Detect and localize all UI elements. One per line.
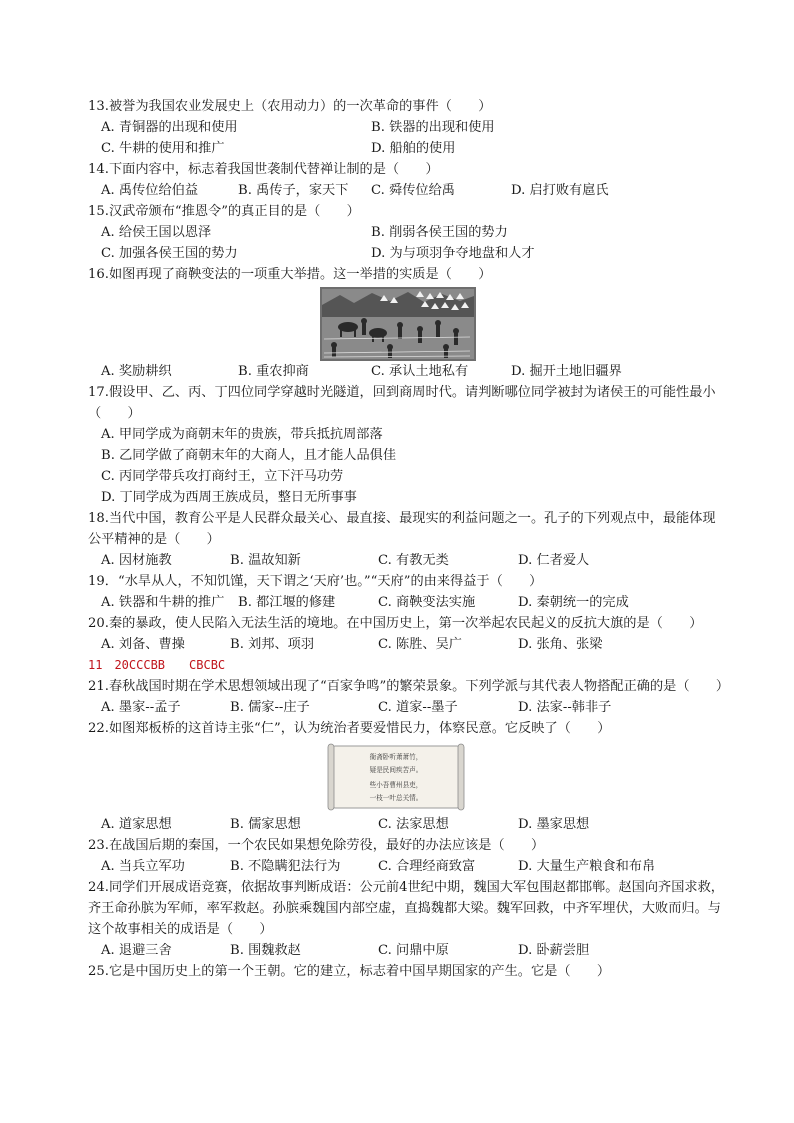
zheng-banqiao-poem-illustration (88, 739, 728, 814)
options-row (88, 814, 728, 835)
option-d: D. 仁者爱人 (518, 553, 590, 568)
options-row (88, 424, 728, 445)
question-18: 18.当代中国，教育公平是人民群众最关心、最直接、最现实的利益问题之一。孔子的下列观点中，最能体现公平精神的是（ ） (88, 511, 716, 547)
options-row (88, 550, 728, 571)
option-d: D. 启打败有扈氏 (511, 183, 609, 198)
question-22: 22.如图郑板桥的这首诗主张“仁”，认为统治者要爱惜民力，体察民意。它反映了（ ） (88, 721, 611, 736)
options-row (88, 487, 728, 508)
option-b: B. 都江堰的修建 (238, 595, 336, 610)
option-a: A. 甲同学成为商朝末年的贵族，带兵抵抗周部落 (101, 427, 383, 442)
exam-page (88, 96, 728, 982)
option-a: A. 退避三舍 (101, 943, 172, 958)
option-a: A. 青铜器的出现和使用 (101, 120, 238, 135)
option-b: B. 刘邦、项羽 (230, 637, 315, 652)
question-15: 15.汉武帝颁布“推恩令”的真正目的是（ ） (88, 204, 360, 219)
option-a: A. 禹传位给伯益 (101, 183, 199, 198)
option-c: C. 有教无类 (378, 553, 449, 568)
options-row (88, 592, 728, 613)
option-d: D. 张角、张梁 (518, 637, 603, 652)
option-c: C. 丙同学带兵攻打商纣王，立下汗马功劳 (101, 469, 344, 484)
option-d: D. 法家--韩非子 (518, 700, 612, 715)
option-b: B. 围魏救赵 (230, 943, 301, 958)
option-c: C. 加强各侯王国的势力 (101, 246, 238, 261)
option-a: A. 因材施教 (101, 553, 172, 568)
option-d: D. 丁同学成为西周王族成员，整日无所事事 (101, 490, 357, 505)
poem-line-1: 衙斋卧听萧萧竹， (369, 753, 423, 761)
options-row (88, 180, 728, 201)
option-d: D. 船舶的使用 (371, 141, 456, 156)
option-d: D. 墨家思想 (518, 817, 590, 832)
options-row (88, 634, 728, 655)
option-a: A. 当兵立军功 (101, 859, 185, 874)
options-row (88, 856, 728, 877)
option-c: C. 舜传位给禹 (371, 183, 455, 198)
poem-line-2: 疑是民间疾苦声。 (369, 766, 423, 774)
question-19: 19．“水旱从人，不知饥馑，天下谓之‘天府’也。”“天府”的由来得益于（ ） (88, 574, 543, 589)
option-b: B. 温故知新 (230, 553, 301, 568)
option-b: B. 削弱各侯王国的势力 (371, 225, 508, 240)
options-row (88, 445, 728, 466)
question-13: 13.被誉为我国农业发展史上（农用动力）的一次革命的事件（ ） (88, 99, 492, 114)
option-d: D. 为与项羽争夺地盘和人才 (371, 246, 535, 261)
option-b: B. 不隐瞒犯法行为 (230, 859, 341, 874)
question-25: 25.它是中国历史上的第一个王朝。它的建立，标志着中国早期国家的产生。它是（ ） (88, 964, 611, 979)
option-c: C. 陈胜、吴广 (378, 637, 462, 652)
option-d: D. 掘开土地旧疆界 (511, 364, 622, 379)
option-c: C. 问鼎中原 (378, 943, 449, 958)
option-a: A. 刘备、曹操 (101, 637, 185, 652)
option-c: C. 道家--墨子 (378, 700, 458, 715)
option-c: C. 合理经商致富 (378, 859, 476, 874)
option-a: A. 奖励耕织 (101, 364, 172, 379)
answer-key-line: 11 20CCCBB CBCBC (88, 658, 226, 672)
option-a: A. 道家思想 (101, 817, 172, 832)
poem-scroll-image (326, 742, 466, 812)
poem-line-4: 一枝一叶总关情。 (369, 794, 423, 802)
question-20: 20.秦的暴政，使人民陷入无法生活的境地。在中国历史上，第一次举起农民起义的反抗大旗的是（ ） (88, 616, 703, 631)
option-c: C. 法家思想 (378, 817, 449, 832)
option-a: A. 给侯王国以恩泽 (101, 225, 212, 240)
options-row (88, 117, 728, 138)
options-row (88, 243, 728, 264)
option-d: D. 大量生产粮食和布帛 (518, 859, 656, 874)
question-21: 21.春秋战国时期在学术思想领域出现了“百家争鸣”的繁荣景象。下列学派与其代表人物搭配正确的是（ ） (88, 679, 730, 694)
option-b: B. 儒家--庄子 (230, 700, 310, 715)
question-23: 23.在战国后期的秦国，一个农民如果想免除劳役，最好的办法应该是（ ） (88, 838, 545, 853)
option-b: B. 禹传子，家天下 (238, 183, 349, 198)
options-row (88, 222, 728, 243)
option-b: B. 儒家思想 (230, 817, 301, 832)
poem-line-3: 些小吾曹州县吏， (369, 781, 423, 789)
option-d: D. 卧薪尝胆 (518, 943, 590, 958)
option-d: D. 秦朝统一的完成 (518, 595, 629, 610)
options-row (88, 940, 728, 961)
option-a: A. 墨家--孟子 (101, 700, 181, 715)
option-b: B. 重农抑商 (238, 364, 309, 379)
options-row (88, 466, 728, 487)
question-14: 14.下面内容中，标志着我国世袭制代替禅让制的是（ ） (88, 162, 439, 177)
option-b: B. 铁器的出现和使用 (371, 120, 495, 135)
option-c: C. 商鞅变法实施 (378, 595, 476, 610)
question-16: 16.如图再现了商鞅变法的一项重大举措。这一举措的实质是（ ） (88, 267, 492, 282)
question-24: 24.同学们开展成语竞赛，依据故事判断成语：公元前4世纪中期，魏国大军包围赵都邯郸。赵国向齐国求救，齐王命孙膑为军师，率军救赵。孙膑乘魏国内部空虚，直捣魏都大梁。魏军回救，中齐军埋伏，大败而归。与这个故事相关的成语是（ ） (88, 880, 724, 937)
options-row (88, 697, 728, 718)
shang-yang-reform-illustration (88, 285, 728, 361)
woodcut-farming-scene-image (320, 287, 476, 361)
option-b: B. 乙同学做了商朝末年的大商人，且才能人品俱佳 (101, 448, 397, 463)
option-c: C. 承认土地私有 (371, 364, 469, 379)
question-17: 17.假设甲、乙、丙、丁四位同学穿越时光隧道，回到商周时代。请判断哪位同学被封为诸侯王的可能性最小（ ） (88, 385, 716, 421)
options-row (88, 138, 728, 159)
option-a: A. 铁器和牛耕的推广 (101, 595, 225, 610)
options-row (88, 361, 728, 382)
option-c: C. 牛耕的使用和推广 (101, 141, 225, 156)
